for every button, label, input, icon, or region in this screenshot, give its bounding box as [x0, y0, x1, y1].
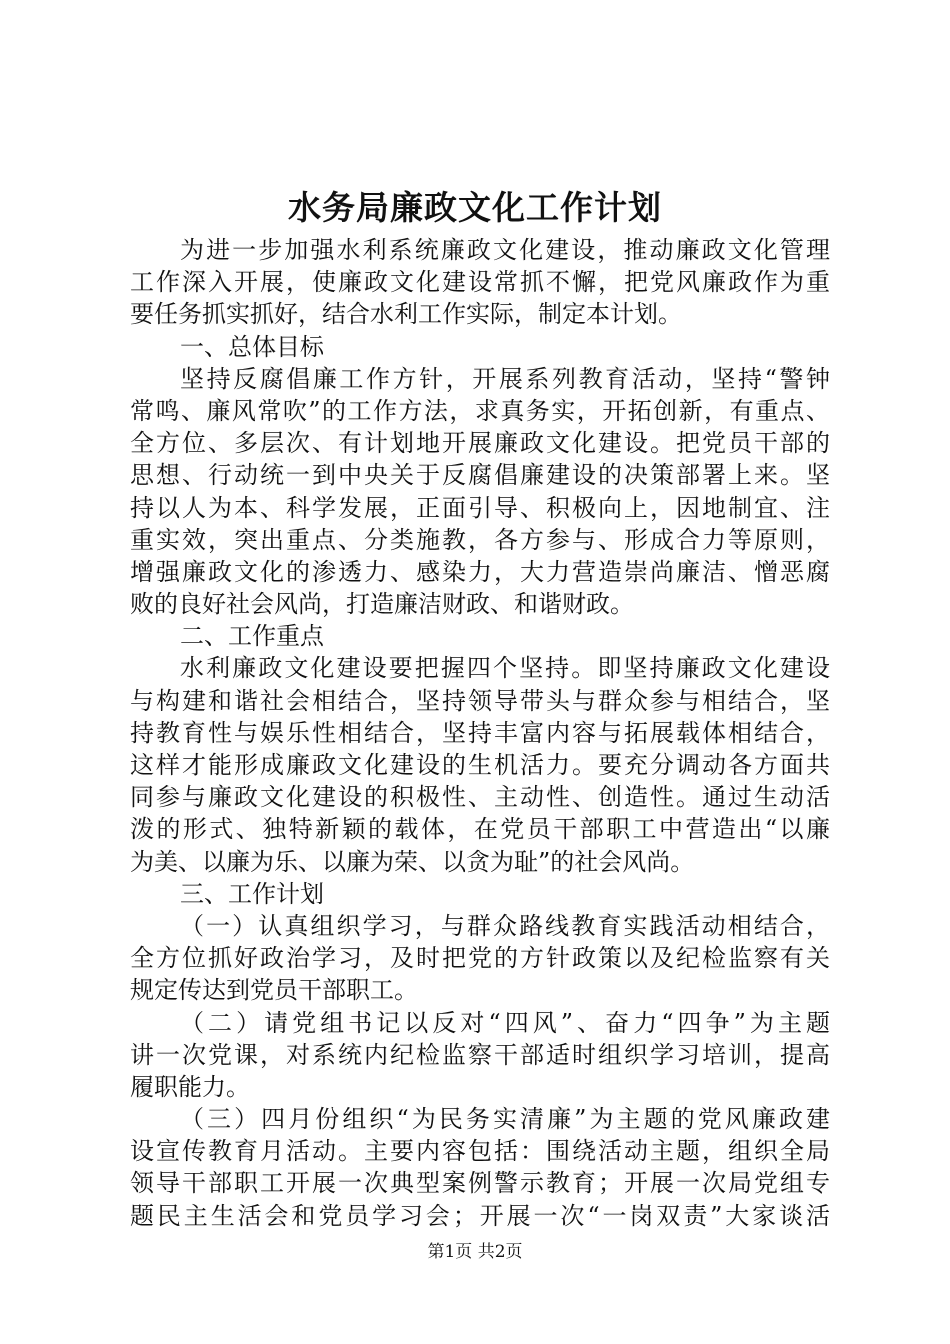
- text-line: 二、工作重点: [180, 622, 324, 651]
- text-line: 增强廉政文化的渗透力、感染力，大力营造崇尚廉洁、憎恶腐: [130, 557, 830, 586]
- text-line: （三）四月份组织“为民务实清廉”为主题的党风廉政建: [180, 1105, 830, 1134]
- text-line: 工作深入开展，使廉政文化建设常抓不懈，把党风廉政作为重: [130, 268, 830, 297]
- text-line: 这样才能形成廉政文化建设的生机活力。要充分调动各方面共: [130, 751, 830, 779]
- text-line: 三、工作计划: [180, 879, 324, 908]
- text-line: 水利廉政文化建设要把握四个坚持。即坚持廉政文化建设: [180, 654, 830, 683]
- page-footer: 第1页 共2页: [427, 1242, 523, 1262]
- text-line: 全方位抓好政治学习，及时把党的方针政策以及纪检监察有关: [130, 944, 830, 973]
- text-line: 泼的形式、独特新颖的载体，在党员干部职工中营造出“以廉: [130, 815, 830, 844]
- text-line: 领导干部职工开展一次典型案例警示教育；开展一次局党组专: [130, 1169, 830, 1198]
- text-line: 规定传达到党员干部职工。: [130, 976, 418, 1005]
- text-line: （二）请党组书记以反对“四风”、奋力“四争”为主题: [180, 1008, 830, 1037]
- text-line: 思想、行动统一到中央关于反腐倡廉建设的决策部署上来。坚: [130, 461, 830, 490]
- text-line: 全方位、多层次、有计划地开展廉政文化建设。把党员干部的: [130, 429, 830, 458]
- document-title: 水务局廉政文化工作计划: [288, 188, 662, 227]
- text-line: 为美、以廉为乐、以廉为荣、以贪为耻”的社会风尚。: [130, 847, 695, 876]
- text-line: 设宣传教育月活动。主要内容包括：围绕活动主题，组织全局: [130, 1137, 830, 1166]
- text-line: 为进一步加强水利系统廉政文化建设，推动廉政文化管理: [180, 236, 830, 264]
- text-line: 持以人为本、科学发展，正面引导、积极向上，因地制宜、注: [130, 493, 830, 522]
- text-line: 常鸣、廉风常吹”的工作方法，求真务实，开拓创新，有重点、: [130, 396, 830, 425]
- text-line: 败的良好社会风尚，打造廉洁财政、和谐财政。: [130, 590, 634, 619]
- text-line: 履职能力。: [130, 1072, 250, 1101]
- text-line: 一、总体目标: [180, 332, 324, 361]
- text-line: 重实效，突出重点、分类施教，各方参与、形成合力等原则，: [130, 525, 830, 554]
- text-line: 讲一次党课，对系统内纪检监察干部适时组织学习培训，提高: [130, 1040, 830, 1069]
- text-line: 坚持反腐倡廉工作方针，开展系列教育活动，坚持“警钟: [180, 364, 830, 393]
- text-line: 持教育性与娱乐性相结合，坚持丰富内容与拓展载体相结合，: [130, 718, 830, 747]
- text-line: 与构建和谐社会相结合，坚持领导带头与群众参与相结合，坚: [130, 686, 830, 715]
- text-line: 要任务抓实抓好，结合水利工作实际，制定本计划。: [130, 300, 682, 329]
- text-line: 同参与廉政文化建设的积极性、主动性、创造性。通过生动活: [130, 783, 830, 812]
- text-line: 题民主生活会和党员学习会；开展一次“一岗双责”大家谈活: [130, 1201, 830, 1230]
- document-body: [130, 234, 830, 1232]
- text-line: （一）认真组织学习，与群众路线教育实践活动相结合，: [180, 911, 830, 940]
